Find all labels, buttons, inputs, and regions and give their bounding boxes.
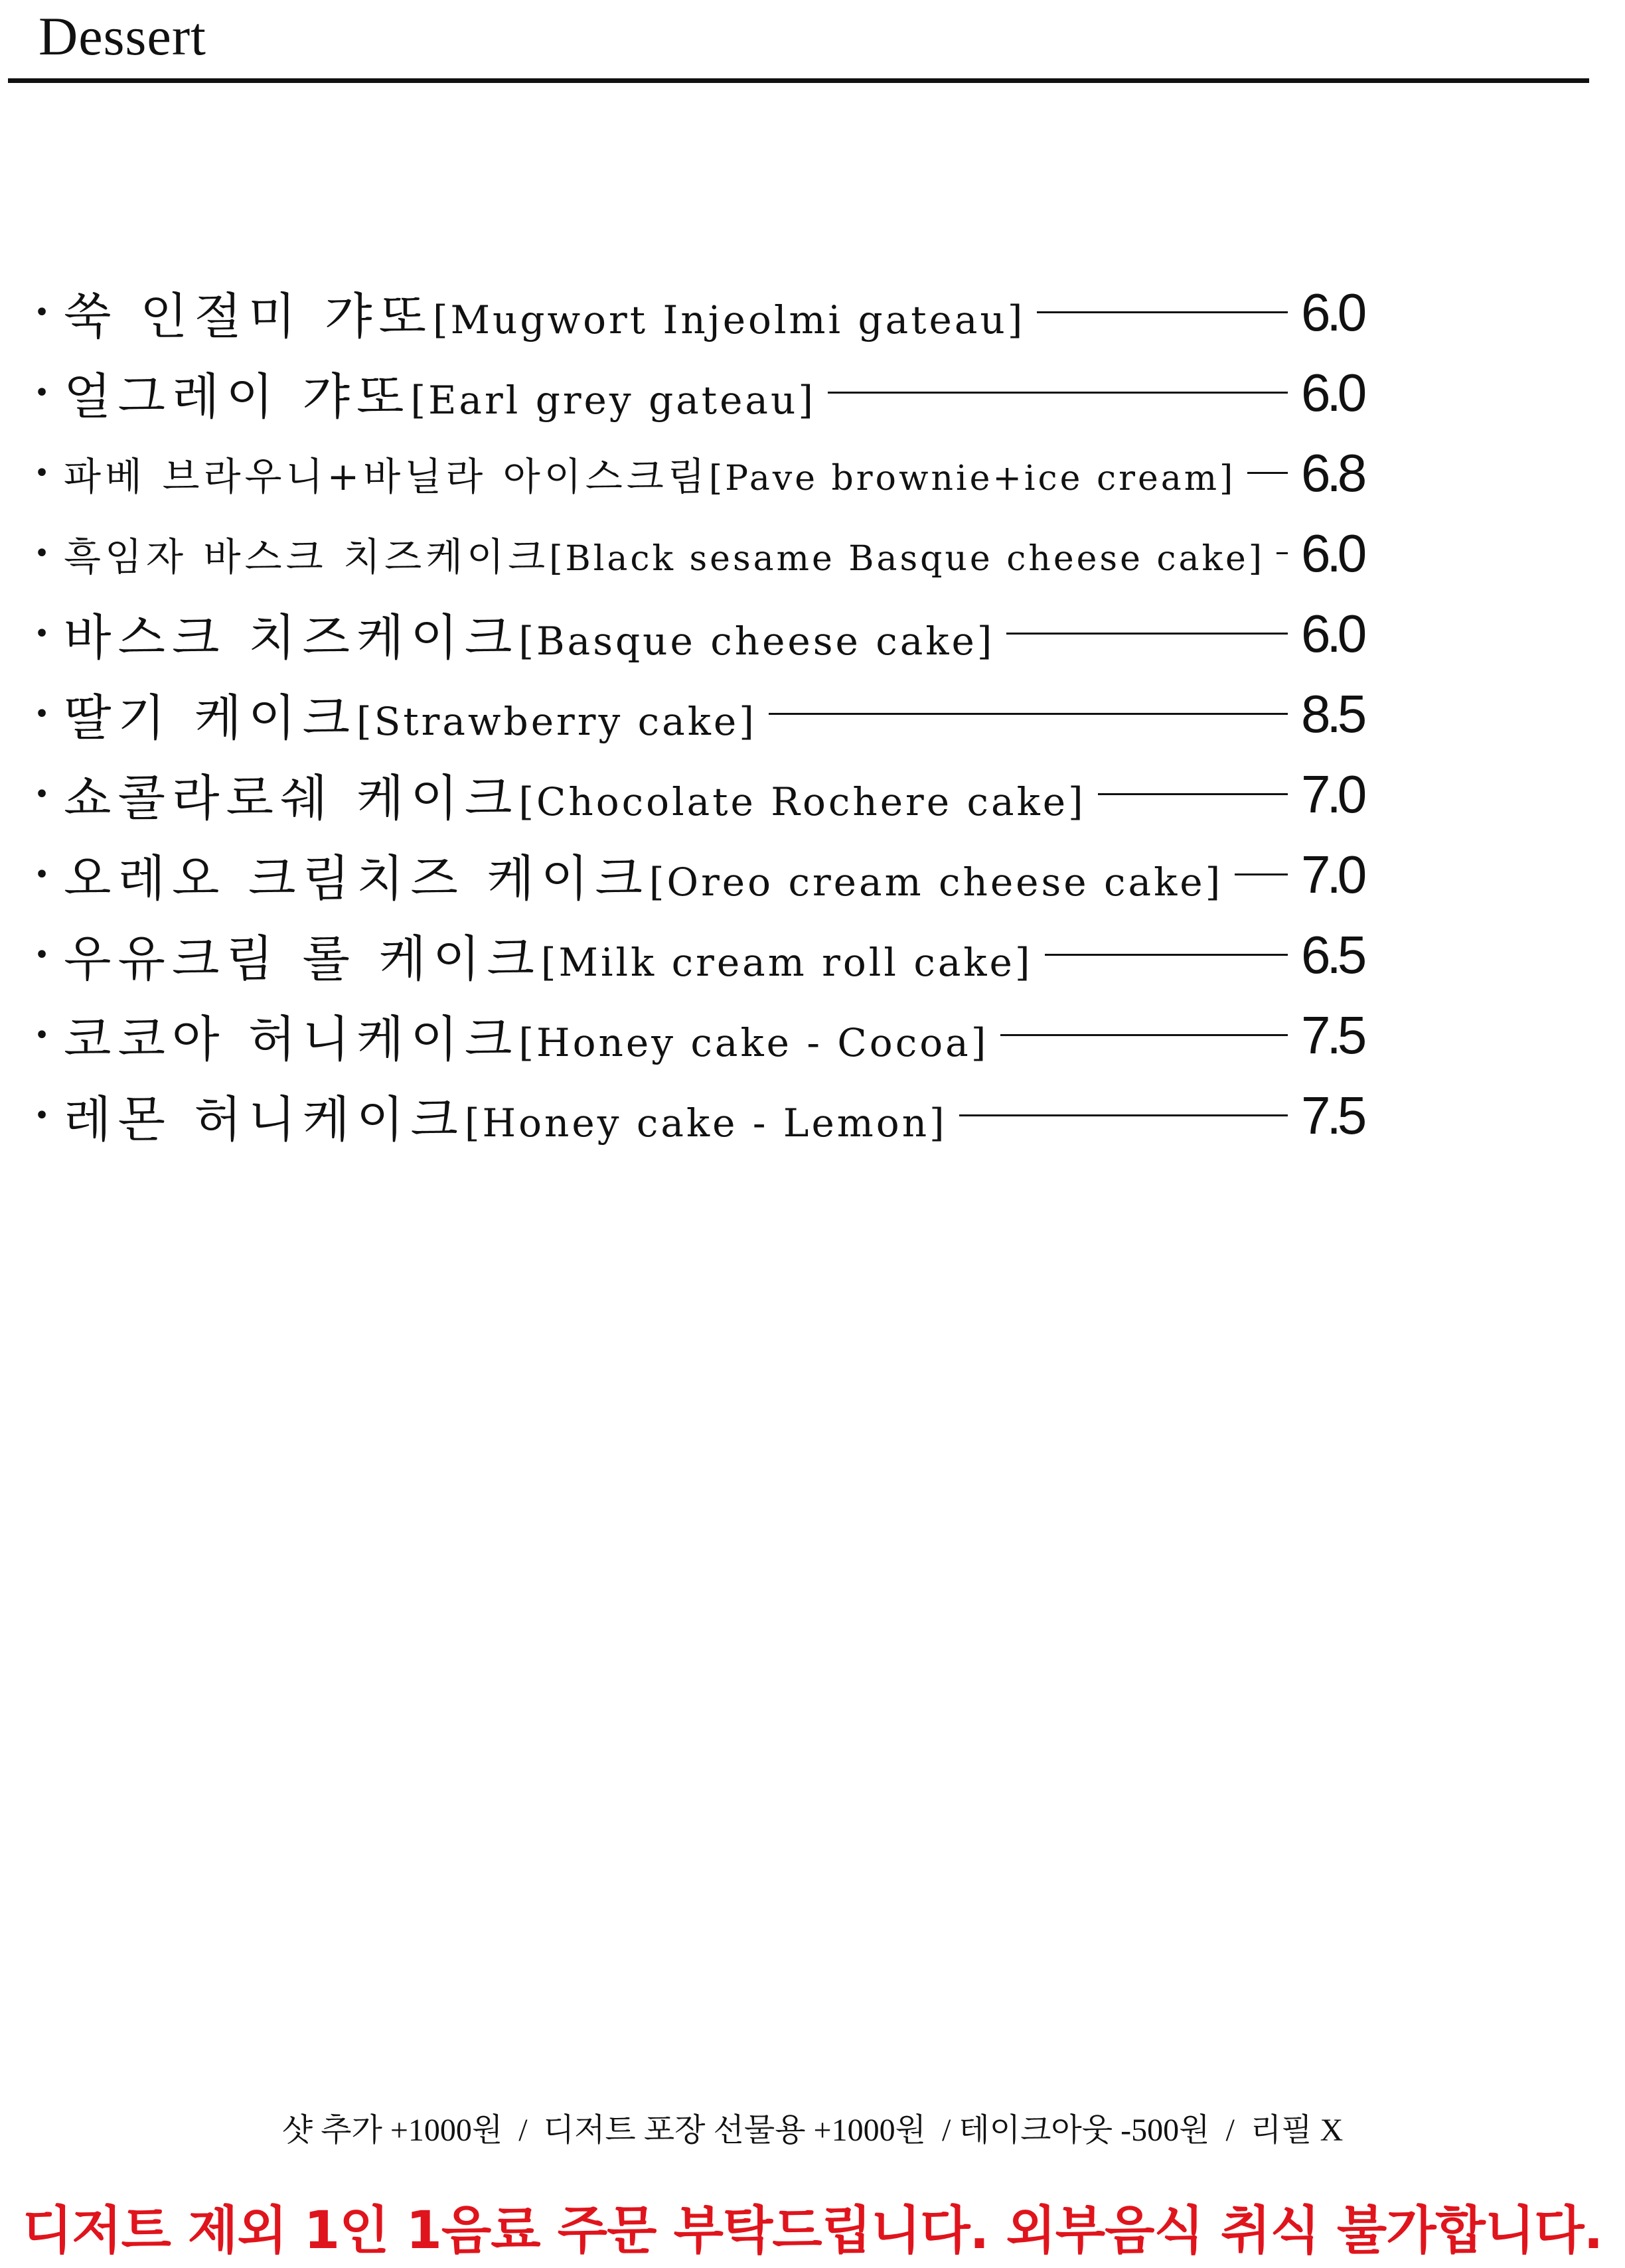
menu-item bbox=[20, 433, 1401, 513]
leader-line bbox=[828, 392, 1288, 394]
menu-item bbox=[20, 674, 1401, 754]
item-name-en: [Black sesame Basque cheese cake] bbox=[549, 538, 1265, 579]
item-name-en: [Pave brownie+ice cream] bbox=[708, 458, 1236, 498]
item-price: 6.0 bbox=[1301, 523, 1363, 583]
menu-item bbox=[20, 272, 1401, 352]
bullet: • bbox=[34, 618, 50, 649]
menu-item bbox=[20, 352, 1401, 433]
bullet: • bbox=[34, 939, 50, 970]
leader-line bbox=[1098, 793, 1288, 795]
bullet: • bbox=[34, 1100, 50, 1131]
bullet: • bbox=[34, 538, 50, 569]
item-name-en: [Honey cake - Cocoa] bbox=[518, 1020, 989, 1065]
item-price: 6.5 bbox=[1301, 925, 1363, 984]
item-price: 6.0 bbox=[1301, 362, 1363, 422]
item-price: 7.0 bbox=[1301, 764, 1363, 824]
bullet: • bbox=[34, 779, 50, 810]
bullet: • bbox=[34, 698, 50, 729]
bullet: • bbox=[34, 859, 50, 890]
item-price: 6.0 bbox=[1301, 603, 1363, 663]
item-name-en: [Strawberry cake] bbox=[356, 698, 757, 744]
menu-item bbox=[20, 593, 1401, 674]
menu-item bbox=[20, 754, 1401, 834]
leader-line bbox=[959, 1114, 1288, 1116]
leader-line bbox=[769, 713, 1288, 715]
item-name-ko: 코코아 허니케이크 bbox=[64, 1010, 519, 1068]
item-price: 6.0 bbox=[1301, 282, 1363, 342]
item-name-ko: 흑임자 바스크 치즈케이크 bbox=[64, 534, 550, 579]
menu-item bbox=[20, 1075, 1401, 1156]
menu-item bbox=[20, 834, 1401, 915]
item-name-en: [Chocolate Rochere cake] bbox=[518, 779, 1086, 824]
menu-item bbox=[20, 995, 1401, 1075]
item-name-ko: 쑥 인절미 갸또 bbox=[64, 287, 433, 345]
leader-line bbox=[1000, 1034, 1288, 1036]
item-name-ko: 오레오 크림치즈 케이크 bbox=[64, 850, 649, 907]
extra-charges-note: 샷 추가 +1000원 / 디저트 포장 선물용 +1000원 / 테이크아웃 -500원 / 리필 X bbox=[281, 2113, 1344, 2148]
dessert-menu-list bbox=[20, 272, 1401, 1156]
bullet: • bbox=[34, 1020, 50, 1051]
leader-line bbox=[1006, 633, 1288, 635]
item-name-ko: 쇼콜라로쉐 케이크 bbox=[64, 769, 519, 827]
page-title: Dessert bbox=[39, 6, 206, 66]
menu-item bbox=[20, 513, 1401, 593]
item-name-en: [Milk cream roll cake] bbox=[540, 939, 1033, 985]
item-name-ko: 얼그레이 갸또 bbox=[64, 368, 411, 425]
item-name-ko: 딸기 케이크 bbox=[64, 689, 356, 747]
item-name-ko: 파베 브라우니+바닐라 아이스크림 bbox=[64, 453, 709, 499]
order-policy-warning: 디저트 제외 1인 1음료 주문 부탁드립니다. 외부음식 취식 불가합니다. bbox=[22, 2201, 1603, 2261]
item-name-ko: 바스크 치즈케이크 bbox=[64, 609, 519, 666]
leader-line bbox=[1235, 873, 1288, 875]
item-price: 7.5 bbox=[1301, 1085, 1363, 1145]
leader-line bbox=[1247, 472, 1288, 474]
item-price: 6.8 bbox=[1301, 443, 1363, 502]
item-name-ko: 우유크림 롤 케이크 bbox=[64, 930, 541, 988]
bullet: • bbox=[34, 377, 50, 408]
title-divider bbox=[8, 78, 1589, 83]
item-price: 7.5 bbox=[1301, 1005, 1363, 1065]
item-price: 8.5 bbox=[1301, 684, 1363, 743]
leader-line bbox=[1045, 954, 1288, 956]
leader-line bbox=[1277, 552, 1288, 554]
menu-item bbox=[20, 915, 1401, 995]
item-name-en: [Mugwort Injeolmi gateau] bbox=[432, 297, 1026, 342]
bullet: • bbox=[34, 297, 50, 328]
item-name-en: [Honey cake - Lemon] bbox=[464, 1100, 947, 1146]
item-name-en: [Earl grey gateau] bbox=[410, 377, 816, 423]
leader-line bbox=[1037, 311, 1288, 313]
item-name-ko: 레몬 허니케이크 bbox=[64, 1091, 465, 1148]
item-price: 7.0 bbox=[1301, 844, 1363, 904]
bullet: • bbox=[34, 457, 50, 489]
item-name-en: [Oreo cream cheese cake] bbox=[649, 859, 1223, 905]
item-name-en: [Basque cheese cake] bbox=[518, 618, 995, 664]
